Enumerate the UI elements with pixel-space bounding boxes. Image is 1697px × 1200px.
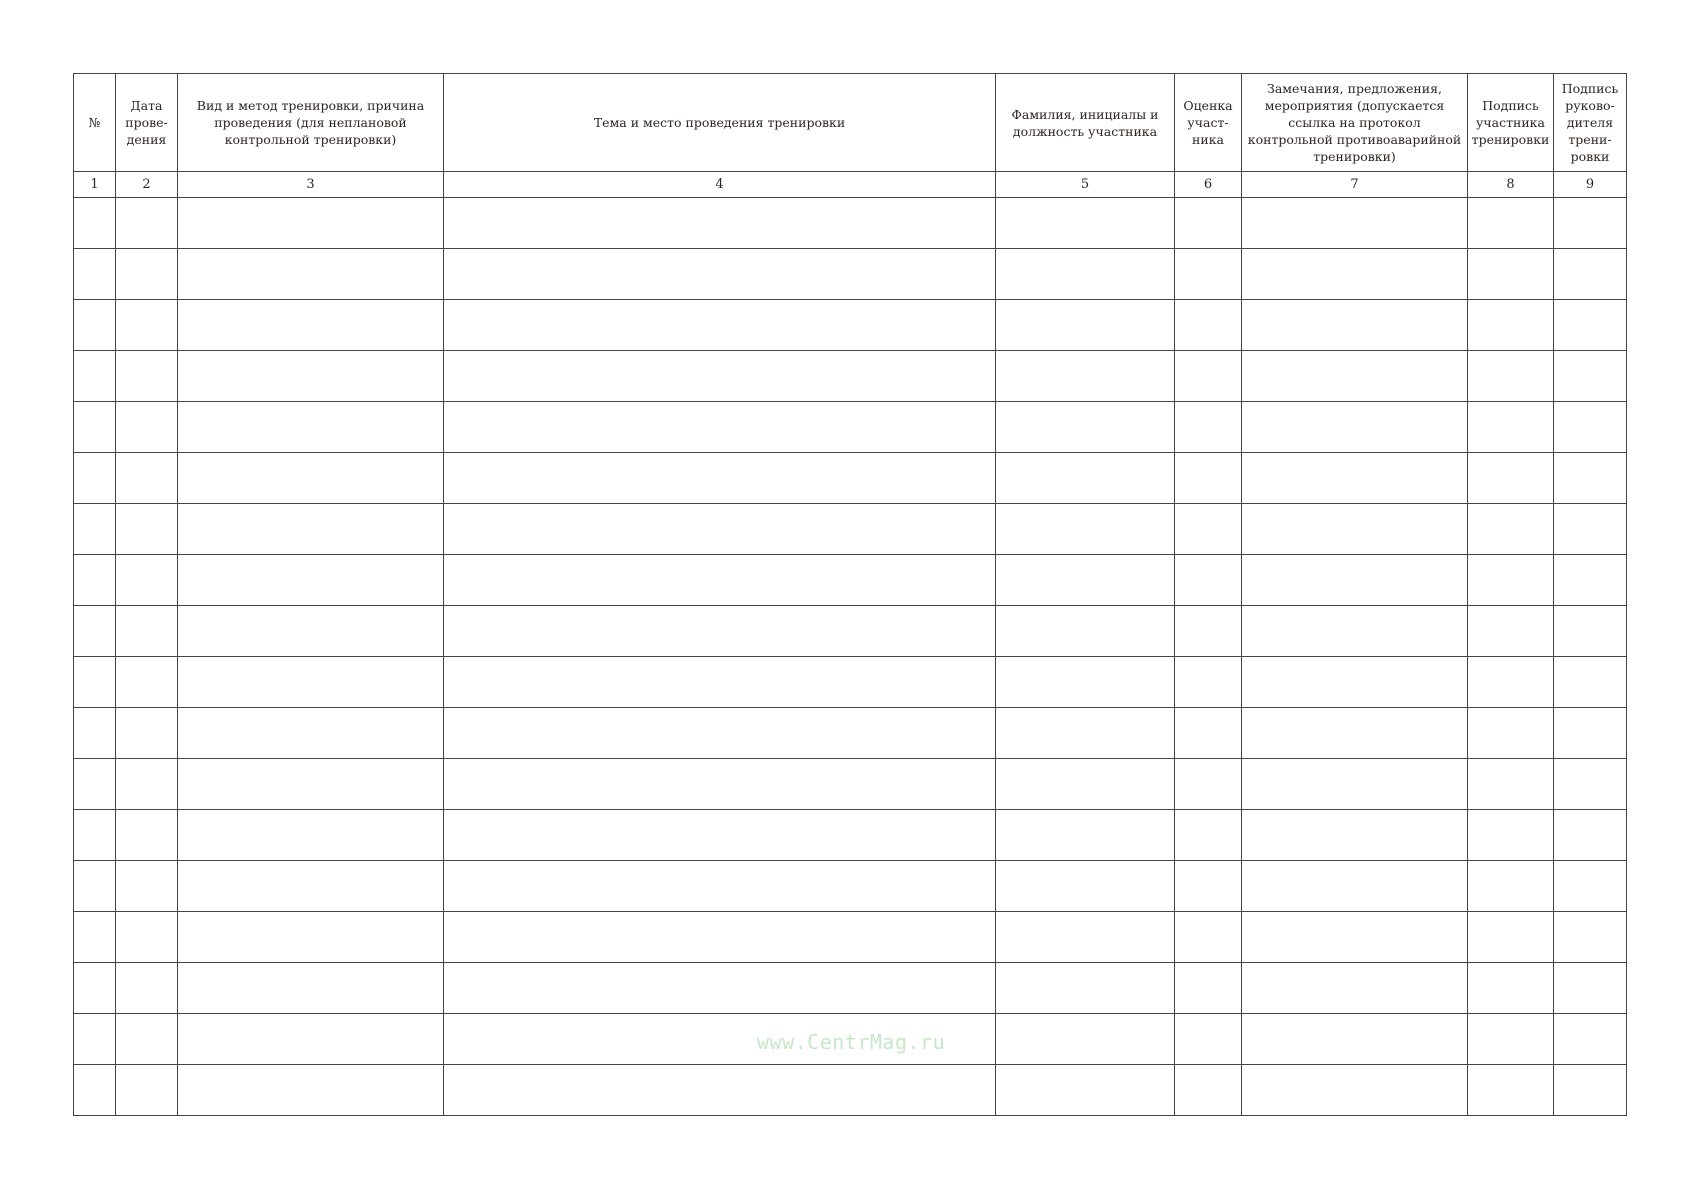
table-cell[interactable] xyxy=(1468,759,1554,810)
table-cell[interactable] xyxy=(1554,657,1627,708)
table-cell[interactable] xyxy=(116,555,178,606)
table-cell[interactable] xyxy=(996,300,1175,351)
table-cell[interactable] xyxy=(1242,606,1468,657)
table-cell[interactable] xyxy=(1242,249,1468,300)
table-cell[interactable] xyxy=(1468,963,1554,1014)
table-cell[interactable] xyxy=(116,708,178,759)
table-cell[interactable] xyxy=(996,912,1175,963)
table-cell[interactable] xyxy=(178,1065,444,1116)
table-cell[interactable] xyxy=(178,963,444,1014)
table-cell[interactable] xyxy=(1468,351,1554,402)
table-cell[interactable] xyxy=(178,810,444,861)
table-cell[interactable] xyxy=(1468,861,1554,912)
table-cell[interactable] xyxy=(1468,1014,1554,1065)
table-row xyxy=(74,351,1627,402)
table-cell[interactable] xyxy=(1554,606,1627,657)
table-cell[interactable] xyxy=(1242,708,1468,759)
table-row xyxy=(74,402,1627,453)
table-cell[interactable] xyxy=(1175,912,1242,963)
table-cell[interactable] xyxy=(178,759,444,810)
table-cell[interactable] xyxy=(178,504,444,555)
table-cell[interactable] xyxy=(74,351,116,402)
table-cell[interactable] xyxy=(996,555,1175,606)
table-row xyxy=(74,453,1627,504)
table-cell[interactable] xyxy=(444,708,996,759)
table-cell[interactable] xyxy=(74,504,116,555)
table-row xyxy=(74,504,1627,555)
table-row xyxy=(74,606,1627,657)
table-cell[interactable] xyxy=(1468,1065,1554,1116)
table-cell[interactable] xyxy=(1242,963,1468,1014)
table-cell[interactable] xyxy=(444,759,996,810)
table-cell[interactable] xyxy=(1242,402,1468,453)
training-log-table xyxy=(73,73,1627,1116)
table-cell[interactable] xyxy=(1554,912,1627,963)
table-cell[interactable] xyxy=(1175,504,1242,555)
table-cell[interactable] xyxy=(996,657,1175,708)
table-cell[interactable] xyxy=(116,759,178,810)
table-cell[interactable] xyxy=(74,555,116,606)
table-cell[interactable] xyxy=(178,708,444,759)
table-cell[interactable] xyxy=(996,1065,1175,1116)
table-cell[interactable] xyxy=(1175,1065,1242,1116)
table-row xyxy=(74,963,1627,1014)
table-cell[interactable] xyxy=(178,1014,444,1065)
table-cell[interactable] xyxy=(116,1014,178,1065)
table-cell[interactable] xyxy=(1242,861,1468,912)
table-cell[interactable] xyxy=(74,810,116,861)
table-cell[interactable] xyxy=(74,606,116,657)
table-cell[interactable] xyxy=(116,912,178,963)
table-cell[interactable] xyxy=(444,657,996,708)
table-cell[interactable] xyxy=(1175,300,1242,351)
table-row xyxy=(74,300,1627,351)
column-number: 7 xyxy=(1242,172,1468,198)
column-number: 8 xyxy=(1468,172,1554,198)
table-cell[interactable] xyxy=(74,963,116,1014)
table-cell[interactable] xyxy=(74,657,116,708)
table-cell[interactable] xyxy=(444,504,996,555)
table-cell[interactable] xyxy=(1468,249,1554,300)
table-row xyxy=(74,810,1627,861)
table-cell[interactable] xyxy=(74,1014,116,1065)
table-cell[interactable] xyxy=(1175,708,1242,759)
table-cell[interactable] xyxy=(1554,1014,1627,1065)
table-cell[interactable] xyxy=(444,1065,996,1116)
table-cell[interactable] xyxy=(1175,402,1242,453)
table-cell[interactable] xyxy=(116,198,178,249)
table-cell[interactable] xyxy=(1468,912,1554,963)
table-cell[interactable] xyxy=(1242,453,1468,504)
table-cell[interactable] xyxy=(996,249,1175,300)
table-cell[interactable] xyxy=(1554,351,1627,402)
table-cell[interactable] xyxy=(1468,606,1554,657)
table-cell[interactable] xyxy=(1175,555,1242,606)
table-cell[interactable] xyxy=(1554,300,1627,351)
table-cell[interactable] xyxy=(1468,504,1554,555)
column-number: 6 xyxy=(1175,172,1242,198)
table-cell[interactable] xyxy=(444,861,996,912)
table-row xyxy=(74,759,1627,810)
table-cell[interactable] xyxy=(1554,963,1627,1014)
table-cell[interactable] xyxy=(996,504,1175,555)
table-cell[interactable] xyxy=(74,861,116,912)
table-cell[interactable] xyxy=(116,606,178,657)
table-cell[interactable] xyxy=(1554,453,1627,504)
table-cell[interactable] xyxy=(1242,1065,1468,1116)
table-cell[interactable] xyxy=(444,249,996,300)
table-cell[interactable] xyxy=(1242,300,1468,351)
table-cell[interactable] xyxy=(996,708,1175,759)
table-row xyxy=(74,1065,1627,1116)
table-cell[interactable] xyxy=(1175,861,1242,912)
table-row xyxy=(74,198,1627,249)
table-cell[interactable] xyxy=(444,453,996,504)
table-cell[interactable] xyxy=(74,249,116,300)
column-number: 5 xyxy=(996,172,1175,198)
table-cell[interactable] xyxy=(996,606,1175,657)
table-cell[interactable] xyxy=(116,453,178,504)
table-cell[interactable] xyxy=(178,249,444,300)
table-cell[interactable] xyxy=(444,351,996,402)
table-cell[interactable] xyxy=(1175,1014,1242,1065)
header-participant-name: Фамилия, инициалы и должность участника xyxy=(996,74,1175,172)
table-cell[interactable] xyxy=(444,402,996,453)
table-body xyxy=(74,198,1627,1116)
table-cell[interactable] xyxy=(74,759,116,810)
table-cell[interactable] xyxy=(996,198,1175,249)
table-cell[interactable] xyxy=(1242,657,1468,708)
table-cell[interactable] xyxy=(1468,555,1554,606)
table-cell[interactable] xyxy=(74,198,116,249)
table-cell[interactable] xyxy=(444,912,996,963)
table-cell[interactable] xyxy=(116,300,178,351)
journal-page xyxy=(73,73,1626,1116)
table-cell[interactable] xyxy=(1468,657,1554,708)
table-cell[interactable] xyxy=(1175,963,1242,1014)
table-cell[interactable] xyxy=(444,300,996,351)
table-cell[interactable] xyxy=(1175,657,1242,708)
header-participant-signature: Подпись участника тренировки xyxy=(1468,74,1554,172)
table-row xyxy=(74,249,1627,300)
table-cell[interactable] xyxy=(1554,759,1627,810)
table-cell[interactable] xyxy=(996,402,1175,453)
table-cell[interactable] xyxy=(1175,351,1242,402)
table-cell[interactable] xyxy=(1468,810,1554,861)
header-row xyxy=(74,74,1627,172)
column-number: 2 xyxy=(116,172,178,198)
table-cell[interactable] xyxy=(178,606,444,657)
table-row xyxy=(74,657,1627,708)
table-cell[interactable] xyxy=(178,351,444,402)
table-cell[interactable] xyxy=(116,402,178,453)
table-cell[interactable] xyxy=(996,351,1175,402)
table-cell[interactable] xyxy=(1242,555,1468,606)
table-cell[interactable] xyxy=(1468,708,1554,759)
table-cell[interactable] xyxy=(1554,249,1627,300)
table-cell[interactable] xyxy=(116,1065,178,1116)
table-cell[interactable] xyxy=(1554,402,1627,453)
table-cell[interactable] xyxy=(1175,249,1242,300)
header-type-method: Вид и метод тренировки, причина проведения (для неплановой контрольной тренировки) xyxy=(178,74,444,172)
table-cell[interactable] xyxy=(178,555,444,606)
table-cell[interactable] xyxy=(116,249,178,300)
table-cell[interactable] xyxy=(1242,912,1468,963)
table-cell[interactable] xyxy=(178,861,444,912)
table-cell[interactable] xyxy=(1554,861,1627,912)
column-number: 9 xyxy=(1554,172,1627,198)
table-cell[interactable] xyxy=(1175,453,1242,504)
table-cell[interactable] xyxy=(1554,555,1627,606)
header-date: Дата прове-дения xyxy=(116,74,178,172)
column-number-row xyxy=(74,172,1627,198)
table-cell[interactable] xyxy=(74,1065,116,1116)
table-cell[interactable] xyxy=(1242,1014,1468,1065)
table-cell[interactable] xyxy=(444,963,996,1014)
table-cell[interactable] xyxy=(178,198,444,249)
table-cell[interactable] xyxy=(178,453,444,504)
table-cell[interactable] xyxy=(1242,504,1468,555)
header-leader-signature: Подпись руково-дителя трени-ровки xyxy=(1554,74,1627,172)
table-cell[interactable] xyxy=(74,300,116,351)
watermark-text: www.CentrMag.ru xyxy=(757,1030,946,1054)
table-cell[interactable] xyxy=(1468,402,1554,453)
table-cell[interactable] xyxy=(116,810,178,861)
table-cell[interactable] xyxy=(1242,810,1468,861)
table-cell[interactable] xyxy=(444,606,996,657)
table-row xyxy=(74,555,1627,606)
table-row xyxy=(74,912,1627,963)
table-cell[interactable] xyxy=(1242,759,1468,810)
table-cell[interactable] xyxy=(116,351,178,402)
header-number: № xyxy=(74,74,116,172)
table-cell[interactable] xyxy=(178,402,444,453)
table-cell[interactable] xyxy=(74,912,116,963)
table-cell[interactable] xyxy=(1468,453,1554,504)
table-cell[interactable] xyxy=(178,912,444,963)
table-cell[interactable] xyxy=(444,555,996,606)
table-cell[interactable] xyxy=(74,402,116,453)
table-cell[interactable] xyxy=(1468,198,1554,249)
table-cell[interactable] xyxy=(74,453,116,504)
table-cell[interactable] xyxy=(996,810,1175,861)
table-cell[interactable] xyxy=(996,963,1175,1014)
column-number: 3 xyxy=(178,172,444,198)
table-cell[interactable] xyxy=(1554,708,1627,759)
table-cell[interactable] xyxy=(1175,198,1242,249)
table-cell[interactable] xyxy=(1554,198,1627,249)
table-cell[interactable] xyxy=(1554,810,1627,861)
table-cell[interactable] xyxy=(996,1014,1175,1065)
column-number: 4 xyxy=(444,172,996,198)
table-cell[interactable] xyxy=(1468,300,1554,351)
table-cell[interactable] xyxy=(1554,504,1627,555)
table-cell[interactable] xyxy=(1242,198,1468,249)
header-remarks: Замечания, предложения, мероприятия (допускается ссылка на протокол контрольной противоаварийной тренировки) xyxy=(1242,74,1468,172)
table-row xyxy=(74,708,1627,759)
table-cell[interactable] xyxy=(996,861,1175,912)
table-cell[interactable] xyxy=(74,708,116,759)
table-cell[interactable] xyxy=(116,861,178,912)
table-cell[interactable] xyxy=(1175,606,1242,657)
table-cell[interactable] xyxy=(116,504,178,555)
table-cell[interactable] xyxy=(996,453,1175,504)
table-cell[interactable] xyxy=(1554,1065,1627,1116)
table-cell[interactable] xyxy=(116,963,178,1014)
table-cell[interactable] xyxy=(116,657,178,708)
table-cell[interactable] xyxy=(1242,351,1468,402)
table-cell[interactable] xyxy=(444,810,996,861)
table-cell[interactable] xyxy=(996,759,1175,810)
table-cell[interactable] xyxy=(178,657,444,708)
header-participant-grade: Оценка участ-ника xyxy=(1175,74,1242,172)
table-cell[interactable] xyxy=(1175,759,1242,810)
table-cell[interactable] xyxy=(178,300,444,351)
table-row xyxy=(74,861,1627,912)
table-cell[interactable] xyxy=(1175,810,1242,861)
table-cell[interactable] xyxy=(444,198,996,249)
column-number: 1 xyxy=(74,172,116,198)
header-topic-place: Тема и место проведения тренировки xyxy=(444,74,996,172)
